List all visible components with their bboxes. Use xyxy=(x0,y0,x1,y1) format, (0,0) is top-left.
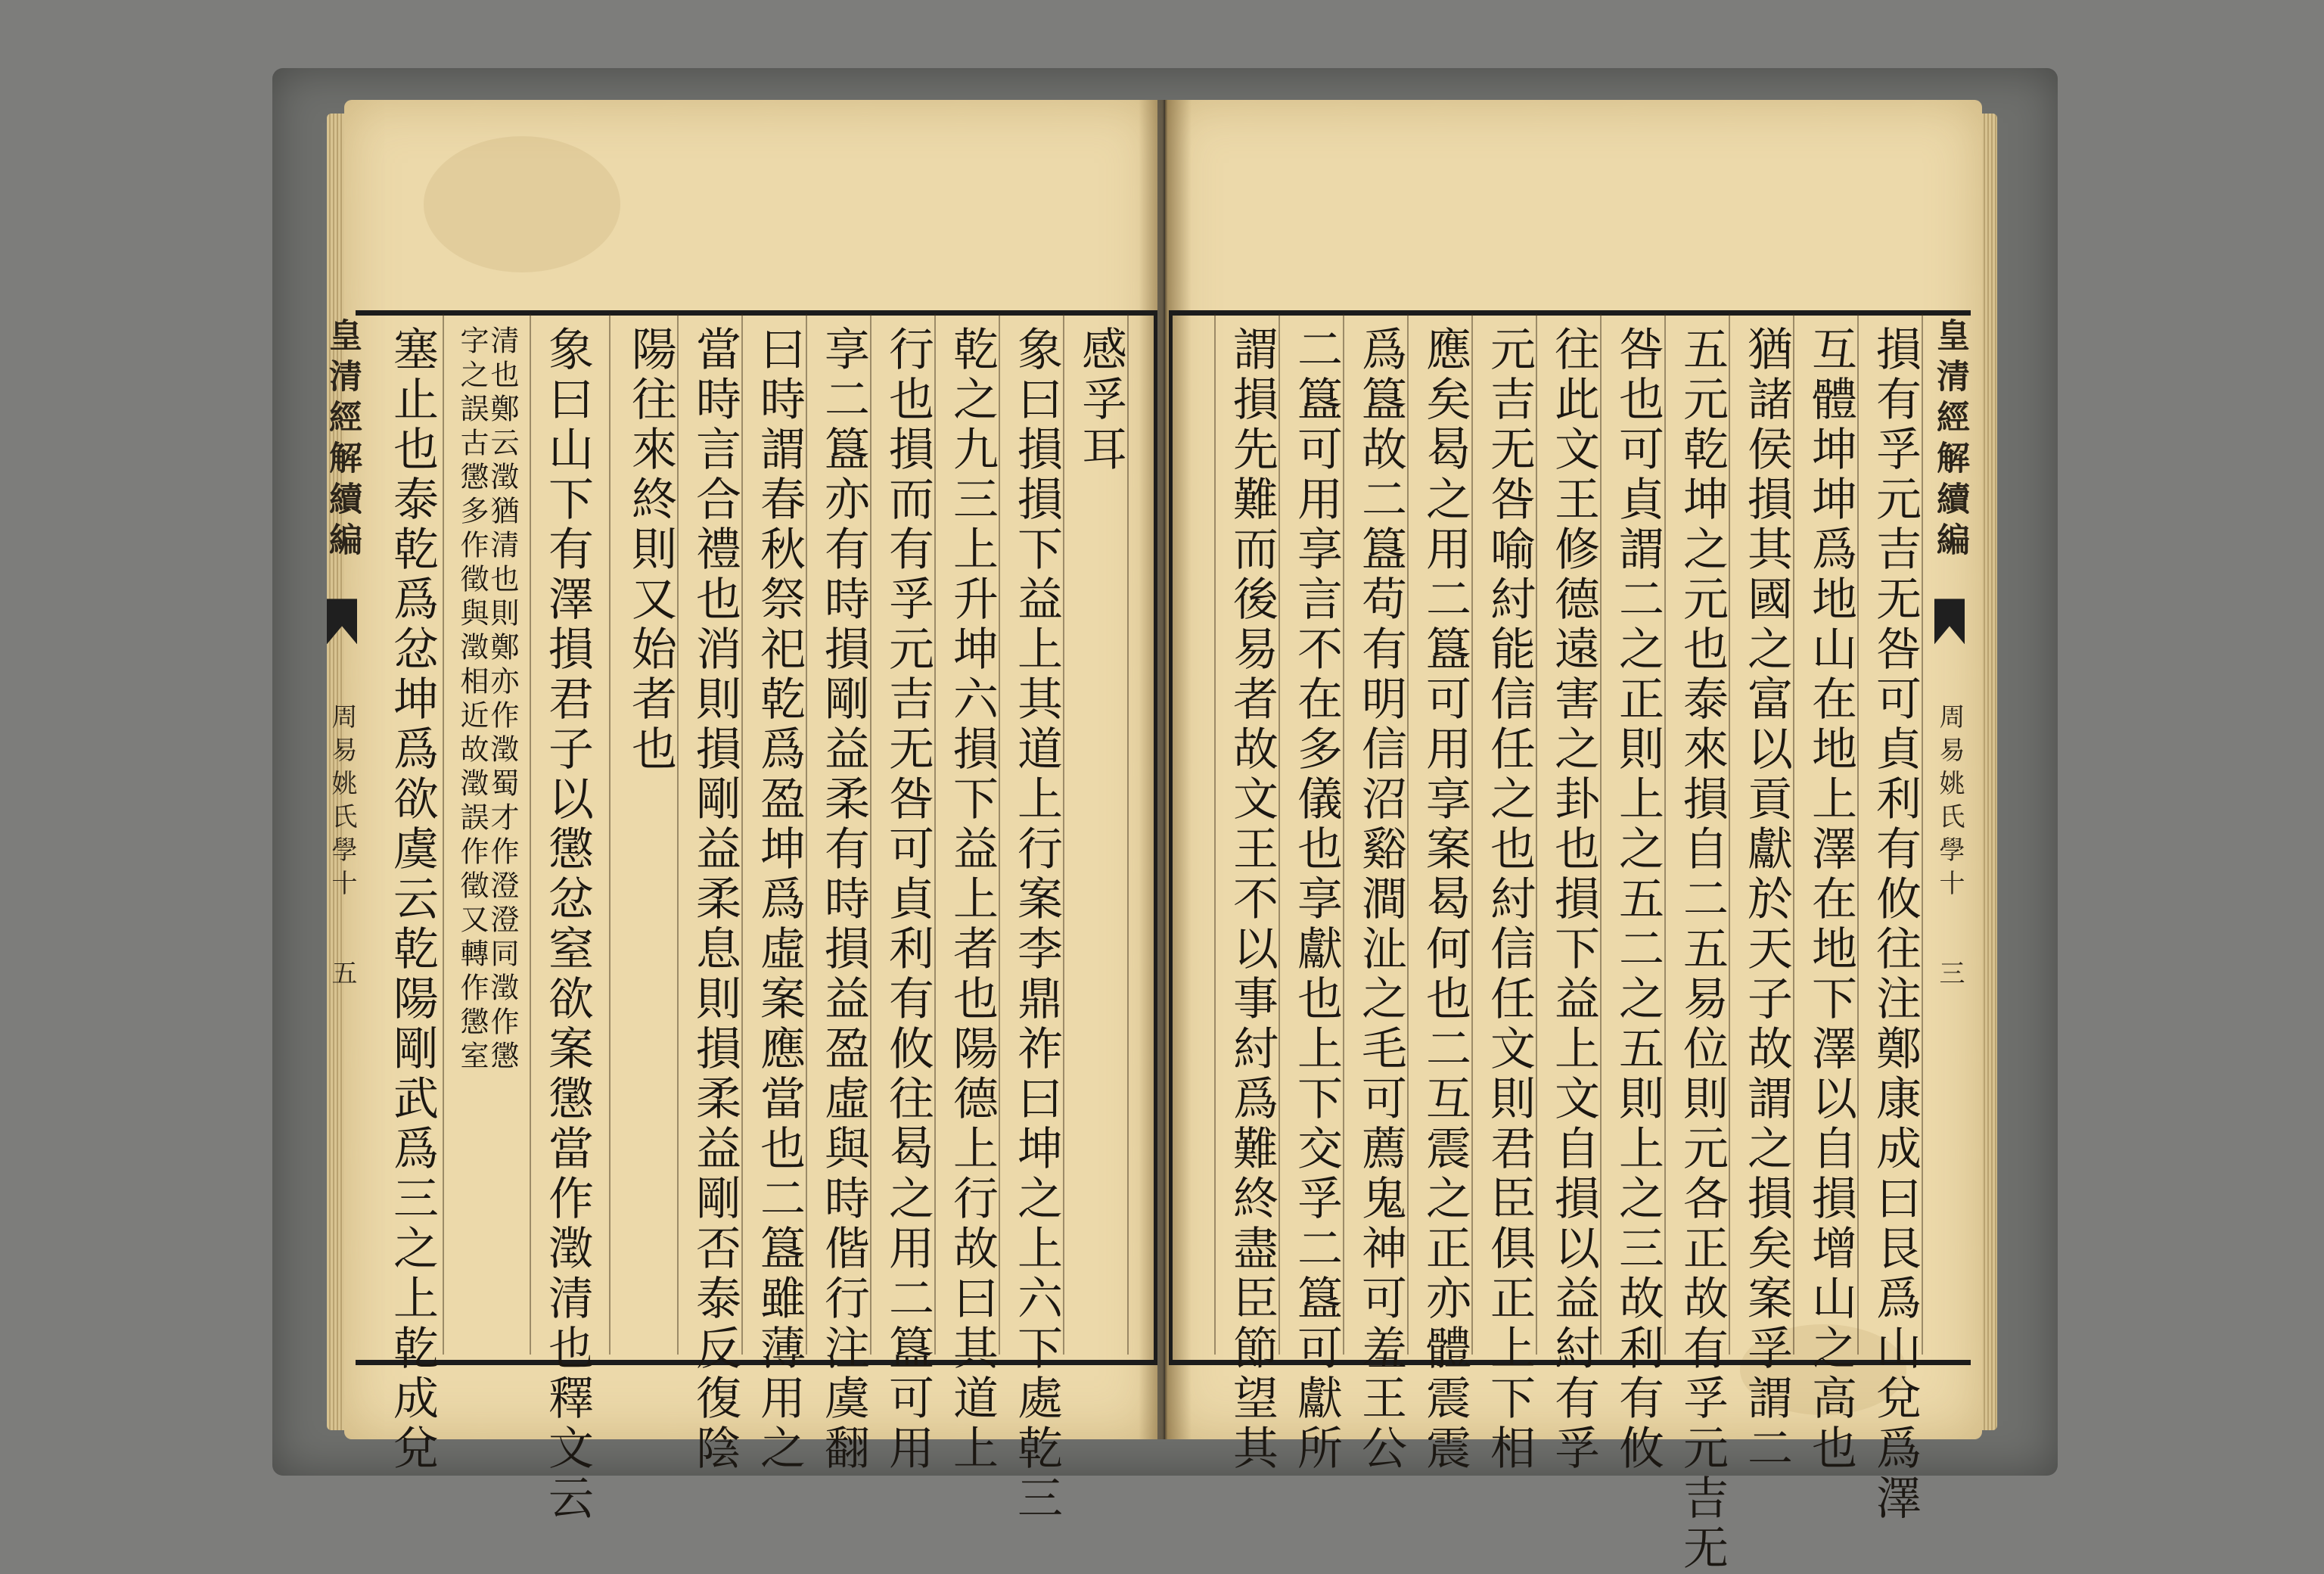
right-margin-column xyxy=(1931,318,1969,993)
text-column: 乾之九三上升坤六損下益上者也陽德上行故曰其道上 xyxy=(946,325,999,1474)
text-column: 當時言合禮也消則損剛益柔息則損柔益剛否泰反復陰 xyxy=(688,325,741,1474)
column-rule xyxy=(806,314,807,1355)
margin-page-number: 三 xyxy=(1934,959,1965,993)
text-column: 互體坤坤爲地山在地上澤在地下澤以自損增山之高也 xyxy=(1804,325,1857,1474)
text-column: 損有孚元吉无咎可貞利有攸往注鄭康成曰艮爲山兌爲澤 xyxy=(1869,325,1922,1524)
margin-section: 周易姚氏學十 xyxy=(1934,702,1965,903)
margin-page-number: 五 xyxy=(327,959,357,993)
column-rule xyxy=(999,314,1000,1355)
commentary-column: 清也鄭云澂猶清也則鄭亦作澂蜀才作澄澄同澂作懲 xyxy=(486,325,519,1075)
text-column: 感孚耳 xyxy=(1074,325,1127,475)
text-column: 陽往來終則又始者也 xyxy=(624,325,677,775)
column-rule xyxy=(1214,314,1216,1355)
column-rule xyxy=(443,314,444,1355)
left-margin-column xyxy=(323,318,362,993)
text-column: 塞止也泰乾爲忿坤爲欲虞云乾陽剛武爲三之上乾成兌 xyxy=(386,325,439,1474)
column-rule xyxy=(1664,314,1666,1355)
column-rule xyxy=(1857,314,1859,1355)
margin-section: 周易姚氏學十 xyxy=(327,702,357,903)
text-column: 謂損先難而後易者故文王不以事紂爲難終盡臣節望其 xyxy=(1226,325,1279,1474)
text-column: 猶諸侯損其國之富以貢獻於天子故謂之損矣案孚謂二 xyxy=(1740,325,1793,1474)
text-column: 享二簋亦有時損剛益柔有時損益盈虛與時偕行注虞翻 xyxy=(817,325,870,1474)
column-rule xyxy=(677,314,679,1355)
column-rule xyxy=(1793,314,1794,1355)
column-rule xyxy=(741,314,743,1355)
text-column: 行也損而有孚元吉无咎可貞利有攸往曷之用二簋可用 xyxy=(881,325,934,1474)
commentary-column: 字之誤古懲多作徵與澂相近故澂誤作徵又轉作懲室 xyxy=(455,325,489,1075)
text-column: 五元乾坤之元也泰來損自二五易位則元各正故有孚元吉无 xyxy=(1676,325,1729,1574)
column-rule xyxy=(1343,314,1344,1355)
column-rule xyxy=(1729,314,1730,1355)
text-column: 往此文王修德遠害之卦也損下益上文自損以益紂有孚 xyxy=(1547,325,1600,1474)
column-rule xyxy=(1536,314,1537,1355)
column-rule xyxy=(609,314,611,1355)
column-rule xyxy=(870,314,872,1355)
margin-title: 皇清經解續編 xyxy=(1931,318,1969,563)
text-column: 咎也可貞謂二之正則上之五二之五則上之三故利有攸 xyxy=(1611,325,1664,1474)
fishtail-mark xyxy=(1934,599,1965,644)
column-rule xyxy=(1600,314,1602,1355)
text-column: 爲簋故二簋苟有明信沼谿澗沚之毛可薦鬼神可羞王公 xyxy=(1354,325,1407,1474)
text-column: 元吉无咎喻紂能信任之也紂信任文則君臣俱正上下相 xyxy=(1483,325,1536,1474)
text-column: 應矣曷之用二簋可用享案曷何也二互震之正亦體震震 xyxy=(1418,325,1471,1474)
margin-title: 皇清經解續編 xyxy=(323,318,362,563)
column-rule xyxy=(1407,314,1409,1355)
paper-stain xyxy=(424,136,620,272)
column-rule xyxy=(1279,314,1280,1355)
text-column: 二簋可用享言不在多儀也享獻也上下交孚二簋可獻所 xyxy=(1290,325,1343,1474)
text-column: 曰時謂春秋祭祀乾爲盈坤爲虛案應當也二簋雖薄用之 xyxy=(753,325,806,1474)
text-column: 象曰損損下益上其道上行案李鼎祚曰坤之上六下處乾三 xyxy=(1010,325,1063,1524)
column-rule xyxy=(1063,314,1064,1355)
column-rule xyxy=(934,314,936,1355)
column-rule xyxy=(1922,314,1923,1355)
text-column: 象曰山下有澤損君子以懲忿窒欲案懲當作澂清也釋文云 xyxy=(541,325,594,1524)
column-rule xyxy=(1471,314,1473,1355)
column-rule xyxy=(530,314,531,1355)
fishtail-mark xyxy=(327,599,357,644)
column-rule xyxy=(1127,314,1129,1355)
